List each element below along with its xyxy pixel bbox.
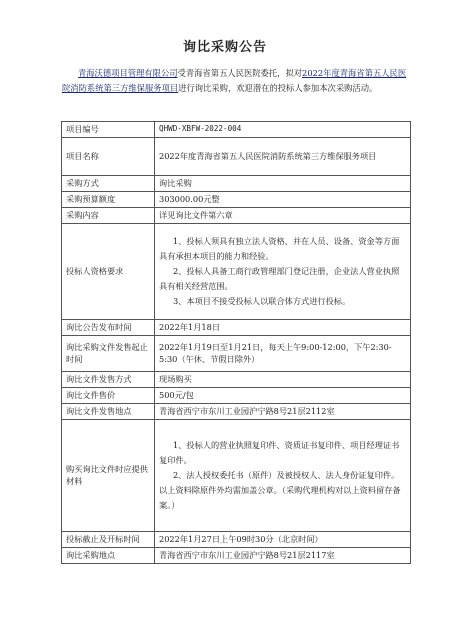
table-row <box>62 335 411 371</box>
table-row <box>62 547 411 563</box>
deadline: 2022年1月27日上午09时30分（北京时间） <box>155 531 411 547</box>
table-row <box>62 122 411 138</box>
table-row <box>62 137 411 175</box>
list-item: 1、投标人的营业执照复印件、资质证书复印件、项目经理证书复印件。 <box>159 439 400 465</box>
info-table <box>61 121 411 564</box>
table-row <box>62 223 411 319</box>
project-name-link: 2022年度青海省第五人民医院消防系统第三方维保服务项目 <box>62 68 407 93</box>
page-title: 询比采购公告 <box>182 40 267 55</box>
sale-period: 2022年1月19日至1月21日，每天上午9:00-12:00，下午2:30-5:30（午休、节假日除外） <box>155 335 411 371</box>
table-row <box>62 531 411 547</box>
project-name: 2022年度青海省第五人民医院消防系统第三方维保服务项目 <box>155 137 411 175</box>
document-price: 500元/包 <box>155 387 411 403</box>
intro-text-1: 受青海省第五人民医院委托，拟对 <box>177 68 303 78</box>
row-label: 询比文件发售方式 <box>62 371 155 387</box>
project-number: QHWD-XBFW-2022-004 <box>155 122 411 138</box>
list-item: 3、本项目不接受投标人以联合体方式进行投标。 <box>173 295 351 306</box>
table-row <box>62 403 411 419</box>
row-label: 购买询比文件时应提供材料 <box>62 419 155 531</box>
row-label: 采购内容 <box>62 207 155 223</box>
table-row <box>62 207 411 223</box>
row-label: 采购预算额度 <box>62 191 155 207</box>
announcement-date: 2022年1月18日 <box>155 319 411 335</box>
row-label: 询比文件发售地点 <box>62 403 155 419</box>
row-label: 采购方式 <box>62 175 155 191</box>
intro-paragraph <box>62 66 410 96</box>
budget: 303000.00元整 <box>155 191 411 207</box>
row-label: 询比采购地点 <box>62 547 155 563</box>
list-item: 1、投标人须具有独立法人资格、并在人员、设备、资金等方面具有承担本项目的能力和经验。 <box>159 235 400 261</box>
row-label: 询比文件售价 <box>62 387 155 403</box>
required-materials <box>155 419 411 531</box>
intro-text-2: 进行询比采购，欢迎潜在的投标人参加本次采购活动。 <box>178 83 378 93</box>
row-label: 项目编号 <box>62 122 155 138</box>
row-label: 询比公告发布时间 <box>62 319 155 335</box>
table-row <box>62 419 411 531</box>
procurement-location: 青海省西宁市东川工业园沪宁路8号21层2117室 <box>155 547 411 563</box>
row-label: 询比采购文件发售起止时间 <box>62 335 155 371</box>
procurement-method: 询比采购 <box>155 175 411 191</box>
table-row <box>62 319 411 335</box>
row-label: 项目名称 <box>62 137 155 175</box>
table-row <box>62 387 411 403</box>
row-label: 投标截止及开标时间 <box>62 531 155 547</box>
table-row <box>62 175 411 191</box>
qualification-requirements <box>155 223 411 319</box>
agent-name: 青海沃德项目管理有限公司 <box>78 68 178 78</box>
procurement-content: 详见询比文件第六章 <box>155 207 411 223</box>
list-item: 2、法人授权委托书（原件）及被授权人、法人身份证复印件。以上资料除原件外均需加盖公章。（采购代理机构对以上资料留存备案。） <box>159 469 401 510</box>
table-row <box>62 191 411 207</box>
list-item: 2、投标人具备工商行政管理部门登记注册，企业法人营业执照具有相关经营范围。 <box>159 265 400 291</box>
row-label: 投标人资格要求 <box>62 223 155 319</box>
table-row <box>62 371 411 387</box>
sale-location: 青海省西宁市东川工业园沪宁路8号21层2112室 <box>155 403 411 419</box>
sale-method: 现场购买 <box>155 371 411 387</box>
